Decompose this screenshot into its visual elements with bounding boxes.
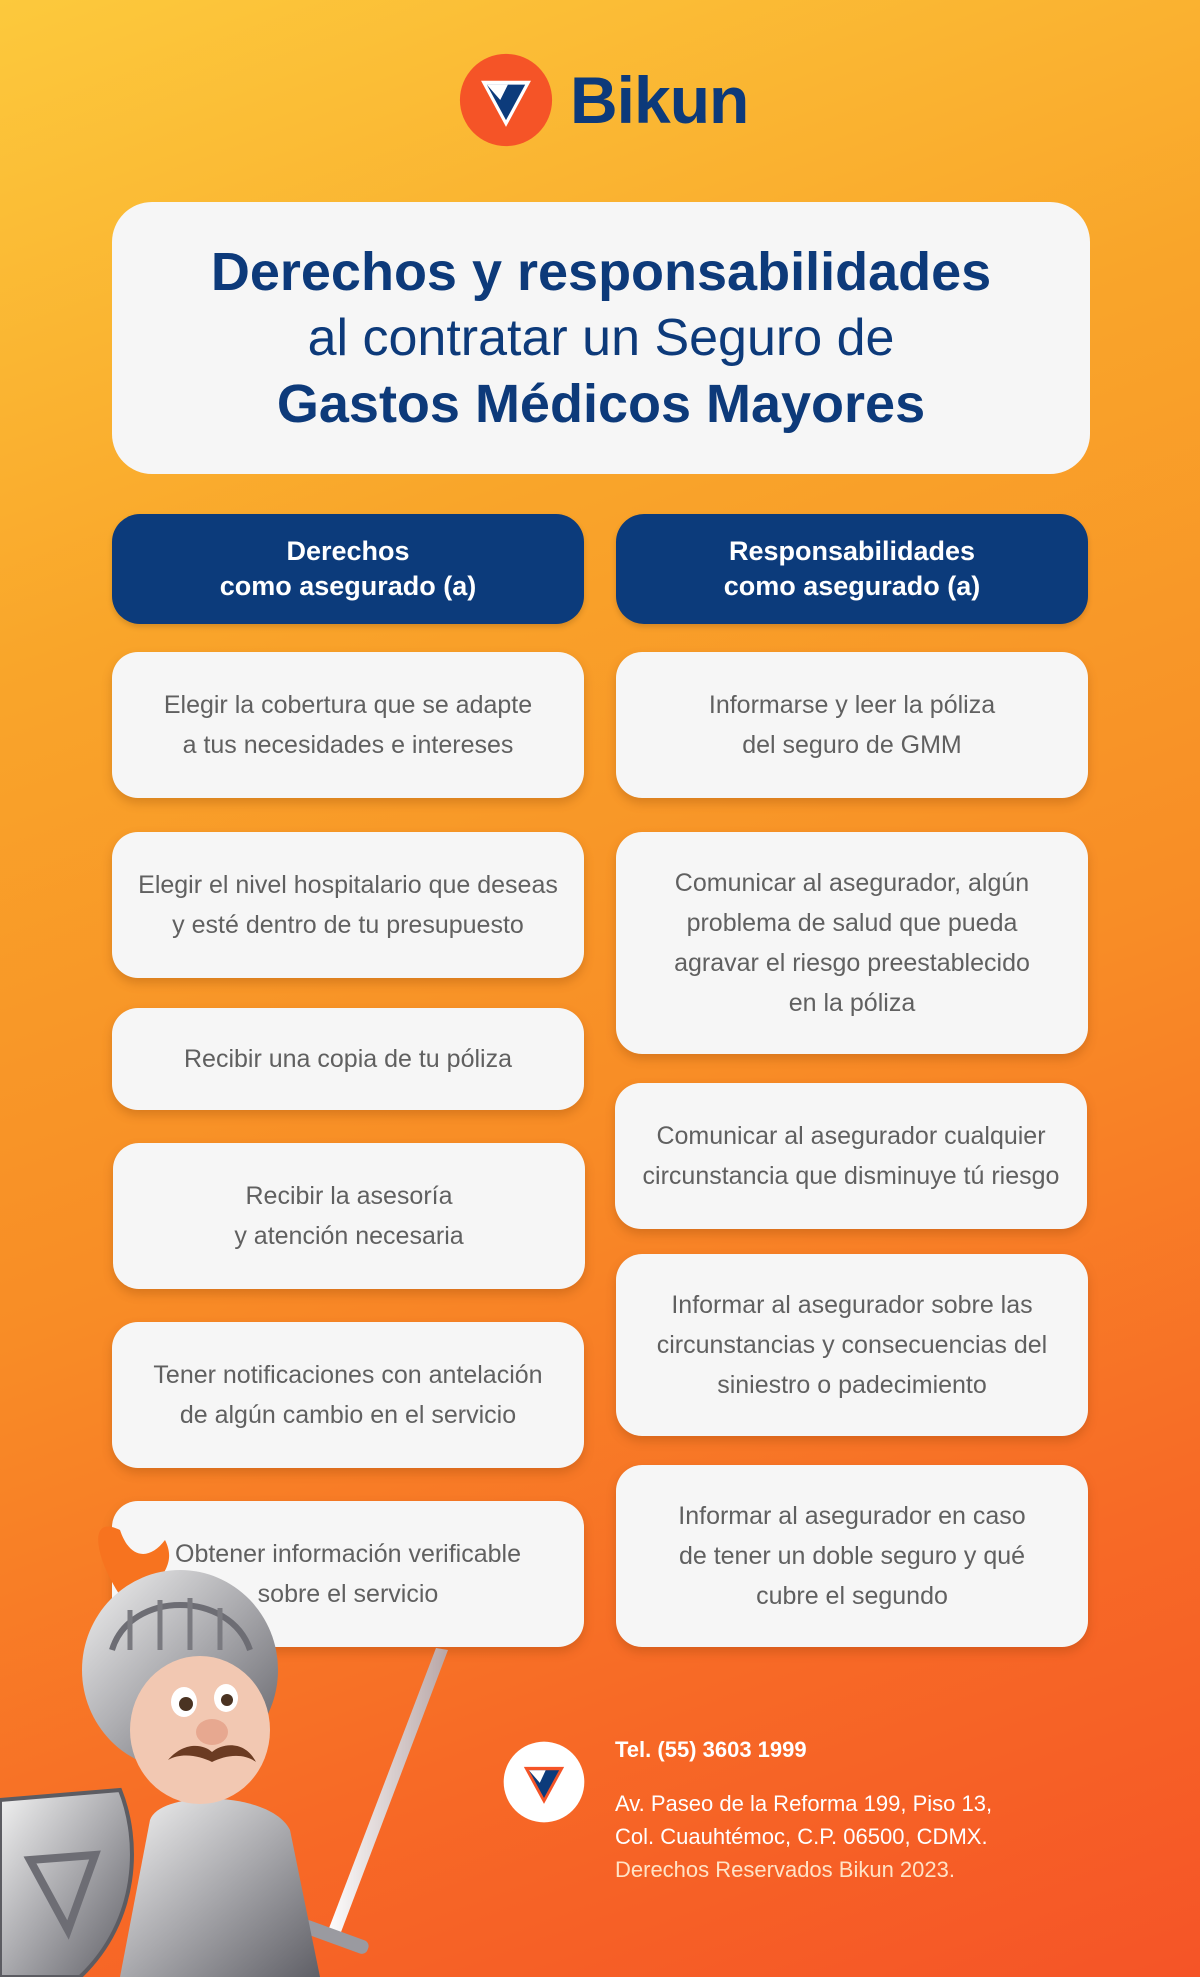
item-line: Obtener información verificable [175, 1540, 521, 1568]
item-line: y esté dentro de tu presupuesto [172, 911, 524, 939]
item-line: del seguro de GMM [742, 731, 962, 759]
address-line: Col. Cuauhtémoc, C.P. 06500, CDMX. [615, 1824, 988, 1849]
knight-mascot-icon [0, 1500, 460, 1977]
item-line: Informarse y leer la póliza [708, 691, 996, 719]
bikun-footer-logo-icon [502, 1740, 586, 1824]
rights-item [112, 1008, 584, 1110]
responsibilities-item [616, 652, 1088, 798]
item-line: Tener notificaciones con antelación [153, 1361, 543, 1389]
item-line: problema de salud que pueda [686, 909, 1018, 937]
item-line: Elegir la cobertura que se adapte [163, 691, 533, 719]
item-line: siniestro o padecimiento [717, 1371, 987, 1399]
item-line: a tus necesidades e intereses [182, 731, 514, 759]
item-line: Recibir una copia de tu póliza [184, 1045, 512, 1073]
title-line-1: Derechos y responsabilidades [210, 242, 992, 302]
item-line: circunstancia que disminuye tú riesgo [642, 1162, 1060, 1190]
brand-name: Bikun [570, 63, 749, 137]
rights-header-line: como asegurado (a) [219, 571, 477, 601]
item-line: Comunicar al asegurador cualquier [656, 1122, 1046, 1150]
rights-header-line: Derechos [286, 536, 410, 566]
title-card [112, 202, 1090, 474]
responsibilities-header-line: como asegurado (a) [723, 571, 981, 601]
rights-item [113, 1143, 585, 1289]
bikun-logo-icon [458, 52, 554, 148]
responsibilities-item [616, 832, 1088, 1054]
item-line: de tener un doble seguro y qué [678, 1542, 1026, 1570]
phone-number[interactable]: Tel. (55) 3603 1999 [615, 1737, 807, 1762]
title-line-3: Gastos Médicos Mayores [276, 374, 926, 434]
responsibilities-item [616, 1254, 1088, 1436]
title-line-2: al contratar un Seguro de [307, 309, 895, 367]
item-line: circunstancias y consecuencias del [656, 1331, 1048, 1359]
item-line: Informar al asegurador sobre las [671, 1291, 1033, 1319]
rights-header [112, 514, 584, 624]
address-line: Av. Paseo de la Reforma 199, Piso 13, [615, 1791, 993, 1816]
copyright: Derechos Reservados Bikun 2023. [615, 1857, 955, 1882]
responsibilities-header [616, 514, 1088, 624]
brand-logo [458, 52, 748, 148]
item-line: en la póliza [788, 989, 916, 1017]
rights-item [112, 832, 584, 978]
item-line: agravar el riesgo preestablecido [674, 949, 1030, 977]
item-line: de algún cambio en el servicio [179, 1401, 517, 1429]
item-line: cubre el segundo [756, 1582, 948, 1610]
item-line: Elegir el nivel hospitalario que deseas [138, 871, 558, 899]
responsibilities-header-line: Responsabilidades [728, 536, 976, 566]
item-line: Informar al asegurador en caso [678, 1502, 1026, 1530]
responsibilities-item [615, 1083, 1087, 1229]
responsibilities-item [616, 1465, 1088, 1647]
rights-item [112, 652, 584, 798]
address [615, 1787, 992, 1853]
footer-contact [615, 1735, 992, 1886]
item-line: Recibir la asesoría [245, 1182, 453, 1210]
item-line: sobre el servicio [257, 1580, 439, 1608]
rights-item [112, 1322, 584, 1468]
item-line: Comunicar al asegurador, algún [674, 869, 1030, 897]
item-line: y atención necesaria [234, 1222, 464, 1250]
